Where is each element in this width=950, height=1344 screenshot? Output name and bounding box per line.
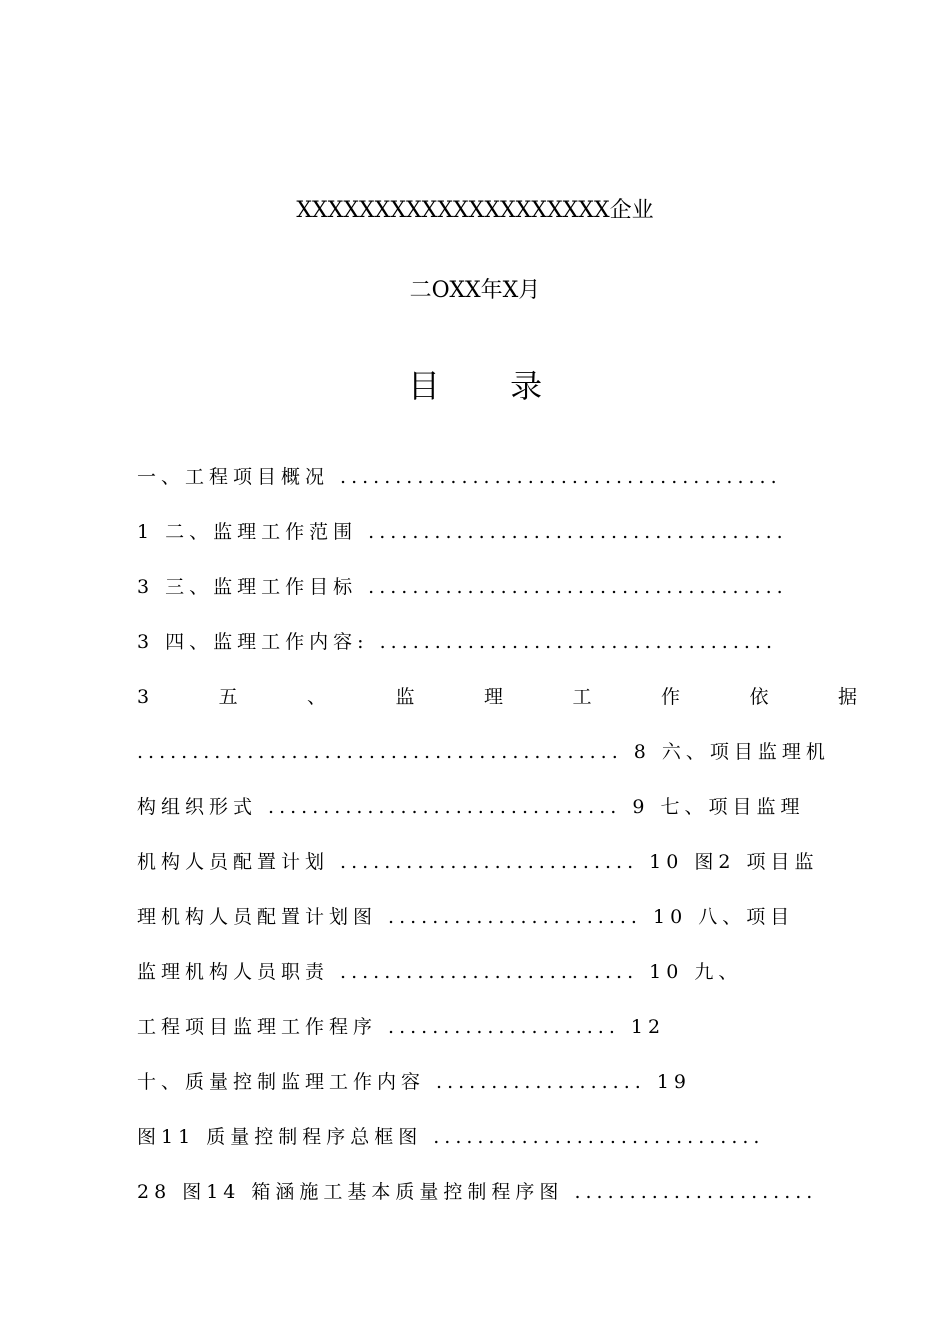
toc-spread-char: 、 <box>307 686 327 708</box>
toc-spread-char: 工 <box>572 686 592 708</box>
company-name: XXXXXXXXXXXXXXXXXXXX企业 <box>296 198 654 223</box>
toc-spread-char: 据 <box>837 686 857 708</box>
toc-line[interactable]: 3 三、监理工作目标 ...................................... <box>137 576 788 598</box>
toc-line-spread[interactable] <box>137 682 857 712</box>
toc-spread-char: 作 <box>660 686 680 708</box>
toc-line[interactable]: 图11 质量控制程序总框图 .............................. <box>137 1126 765 1148</box>
toc-line[interactable]: 监理机构人员职责 ........................... 10 九、 <box>137 961 743 983</box>
toc-line[interactable]: 1 二、监理工作范围 ...................................... <box>137 521 788 543</box>
toc-spread-char: 依 <box>749 686 769 708</box>
toc-line[interactable]: 理机构人员配置计划图 ....................... 10 八、项目 <box>137 906 795 928</box>
toc-title: 目 录 <box>407 367 573 405</box>
toc-line[interactable]: 一、工程项目概况 ........................................ <box>137 466 782 488</box>
toc-line[interactable]: 28 图14 箱涵施工基本质量控制程序图 ...................... <box>137 1181 818 1203</box>
toc-spread-char: 3 <box>137 686 150 708</box>
toc-line[interactable]: ............................................ 8 六、项目监理机 <box>137 741 830 763</box>
toc-line[interactable]: 3 四、监理工作内容: .................................... <box>137 631 777 653</box>
toc-line[interactable]: 构组织形式 ................................ 9 七、项目监理 <box>137 796 805 818</box>
toc-line[interactable]: 十、质量控制监理工作内容 ................... 19 <box>137 1071 692 1093</box>
toc-line[interactable]: 工程项目监理工作程序 ..................... 12 <box>137 1016 666 1038</box>
toc-spread-char: 五 <box>218 686 238 708</box>
toc-line[interactable]: 机构人员配置计划 ........................... 10 图2 项目监 <box>137 851 819 873</box>
document-date: 二OXX年X月 <box>409 278 541 303</box>
toc-spread-char: 理 <box>484 686 504 708</box>
toc-spread-char: 监 <box>395 686 415 708</box>
